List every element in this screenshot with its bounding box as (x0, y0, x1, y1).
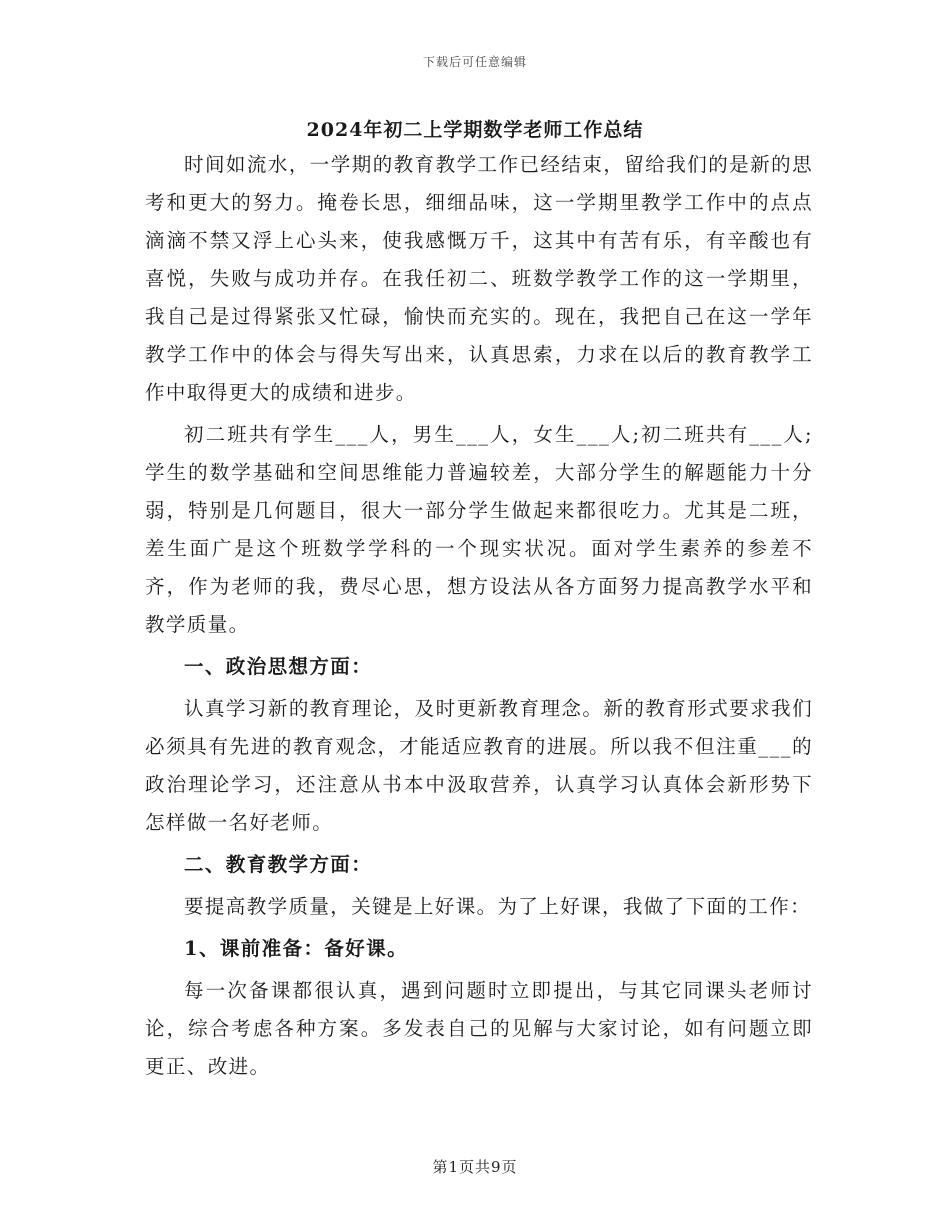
subsection-heading-preparation: 1、课前准备：备好课。 (184, 937, 408, 960)
document-title: 2024年初二上学期数学老师工作总结 (306, 119, 644, 141)
page-number: 第1页共9页 (432, 1158, 518, 1176)
students-paragraph: 初二班共有学生___人，男生___人，女生___人;初二班共有___人;学生的数学基础和空间思维能力普遍较差，大部分学生的解题能力十分弱，特别是几何题目，很大一部分学生做起来都很吃力。尤其是二班，差生面广是这个班数学学科的一个现实状况。面对学生素养的参差不齐，作为老师的我，费尽心思，想方设法从各方面努力提高教学水平和教学质量。 (145, 423, 813, 636)
section-text-teaching: 要提高教学质量，关键是上好课。为了上好课，我做了下面的工作： (184, 895, 812, 918)
document-body (145, 146, 813, 1086)
section-heading-teaching: 二、教育教学方面： (184, 853, 373, 876)
header-note: 下载后可任意编辑 (422, 55, 527, 69)
subsection-text-preparation: 每一次备课都很认真，遇到问题时立即提出，与其它同课头老师讨论，综合考虑各种方案。多发表自己的见解与大家讨论，如有问题立即更正、改进。 (145, 979, 813, 1078)
section-text-politics: 认真学习新的教育理论，及时更新教育理念。新的教育形式要求我们必须具有先进的教育观念，才能适应教育的进展。所以我不但注重___的政治理论学习，还注意从书本中汲取营养，认真学习认真体会新形势下怎样做一名好老师。 (145, 697, 813, 834)
section-heading-politics: 一、政治思想方面： (184, 655, 373, 678)
intro-paragraph: 时间如流水，一学期的教育教学工作已经结束，留给我们的是新的思考和更大的努力。掩卷长思，细细品味，这一学期里教学工作中的点点滴滴不禁又浮上心头来，使我感慨万千，这其中有苦有乐，有辛酸也有喜悦，失败与成功并存。在我任初二、班数学教学工作的这一学期里，我自己是过得紧张又忙碌，愉快而充实的。现在，我把自己在这一学年教学工作中的体会与得失写出来，认真思索，力求在以后的教育教学工作中取得更大的成绩和进步。 (145, 153, 813, 404)
